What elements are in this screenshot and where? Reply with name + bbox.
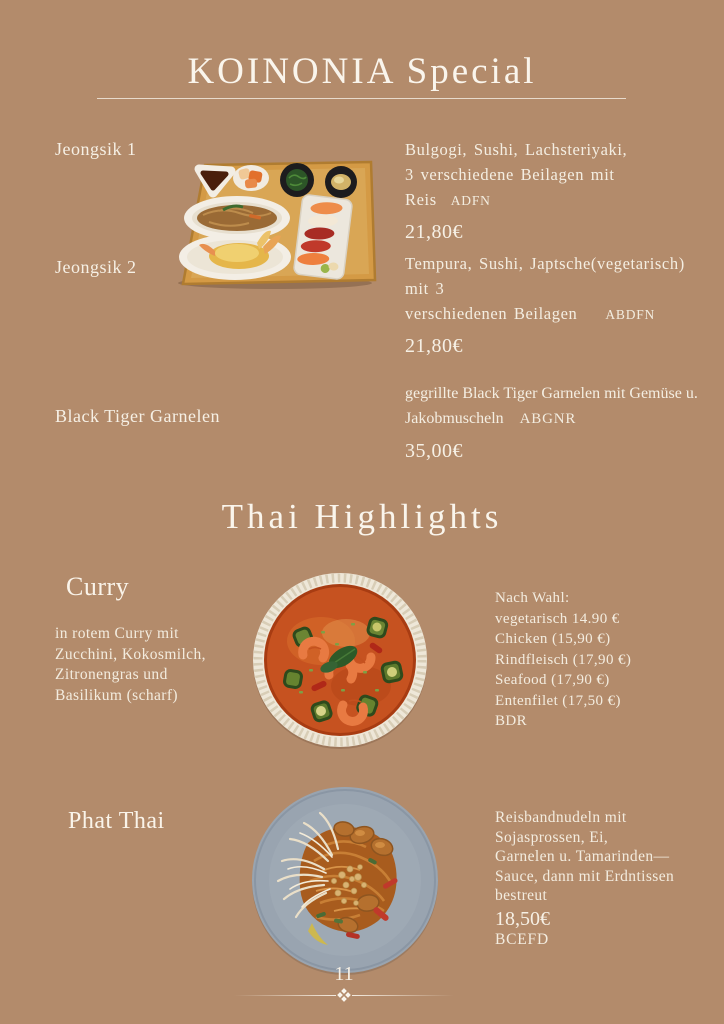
description-line: Reisbandnudeln mit (495, 809, 627, 826)
description-line: Sauce, dann mit Erdntissen (495, 867, 675, 885)
section-title-thai-highlights: Thai Highlights (221, 497, 503, 536)
description-line: Jakobmuscheln ABGNR (405, 410, 577, 427)
allergen-code: ADFN (450, 193, 491, 208)
option-line: Seafood (17,90 €) (495, 672, 610, 688)
description-line: Tempura, Sushi, Japtsche(vegetarisch) mit 3 (405, 254, 685, 298)
price: 35,00€ (405, 440, 463, 462)
four-diamond-clover-icon (338, 989, 350, 1001)
description-line: Zitronengras und (55, 666, 168, 683)
allergen-code: BCEFD (495, 930, 549, 948)
divider-line-left (234, 995, 336, 996)
title-divider-line (97, 98, 626, 99)
dish-description-curry (55, 624, 235, 706)
dish-name-curry: Curry (66, 572, 130, 601)
dish-description-phat-thai (495, 808, 705, 950)
description-line: 3 verschiedene Beilagen mit Reis ADFN (405, 165, 615, 209)
option-line: Nach Wahl: (495, 590, 570, 606)
description-line: Zucchini, Kokosmilch, (55, 645, 206, 663)
description-line: bestreut (495, 887, 548, 904)
description-line: verschiedenen Beilagen ABDFN (405, 304, 656, 323)
description-line: Garnelen u. Tamarinden— (495, 848, 670, 865)
price: 21,80€ (405, 221, 463, 243)
description-line: Bulgogi, Sushi, Lachsteriyaki, (405, 140, 628, 159)
phat-thai-plate-photo (250, 785, 440, 975)
allergen-code: ABDFN (605, 307, 656, 322)
divider-line-right (352, 995, 454, 996)
menu-item-name-black-tiger: Black Tiger Garnelen (55, 406, 220, 426)
menu-item-name-jeongsik-2: Jeongsik 2 (55, 257, 137, 277)
menu-item-description-jeongsik-1 (405, 137, 705, 244)
option-line: Entenfilet (17,50 €) (495, 692, 621, 709)
dish-options-curry (495, 588, 695, 732)
menu-item-name-jeongsik-1: Jeongsik 1 (55, 139, 137, 159)
menu-item-description-black-tiger (405, 381, 715, 463)
option-line: vegetarisch 14.90 € (495, 610, 620, 627)
price: 18,50€ (495, 907, 550, 930)
price: 21,80€ (405, 335, 463, 357)
allergen-code: ABGNR (519, 411, 577, 427)
description-line: gegrillte Black Tiger Garnelen mit Gemüse u. (405, 385, 698, 402)
description-line: Basilikum (scharf) (55, 686, 178, 704)
option-line: Rindfleisch (17,90 €) (495, 651, 632, 668)
menu-item-description-jeongsik-2 (405, 251, 715, 358)
red-curry-bowl-photo (251, 571, 429, 749)
description-line: Sojasprossen, Ei, (495, 828, 609, 846)
allergen-code: BDR (495, 713, 528, 729)
korean-set-tray-photo (171, 155, 379, 291)
page-title: KOINONIA Special (187, 51, 537, 92)
description-line: in rotem Curry mit (55, 625, 179, 642)
option-line: Chicken (15,90 €) (495, 631, 611, 647)
footer-divider (234, 989, 454, 1001)
page-number: 11 (334, 963, 354, 985)
dish-name-phat-thai: Phat Thai (68, 808, 165, 834)
page-footer (234, 963, 454, 1001)
